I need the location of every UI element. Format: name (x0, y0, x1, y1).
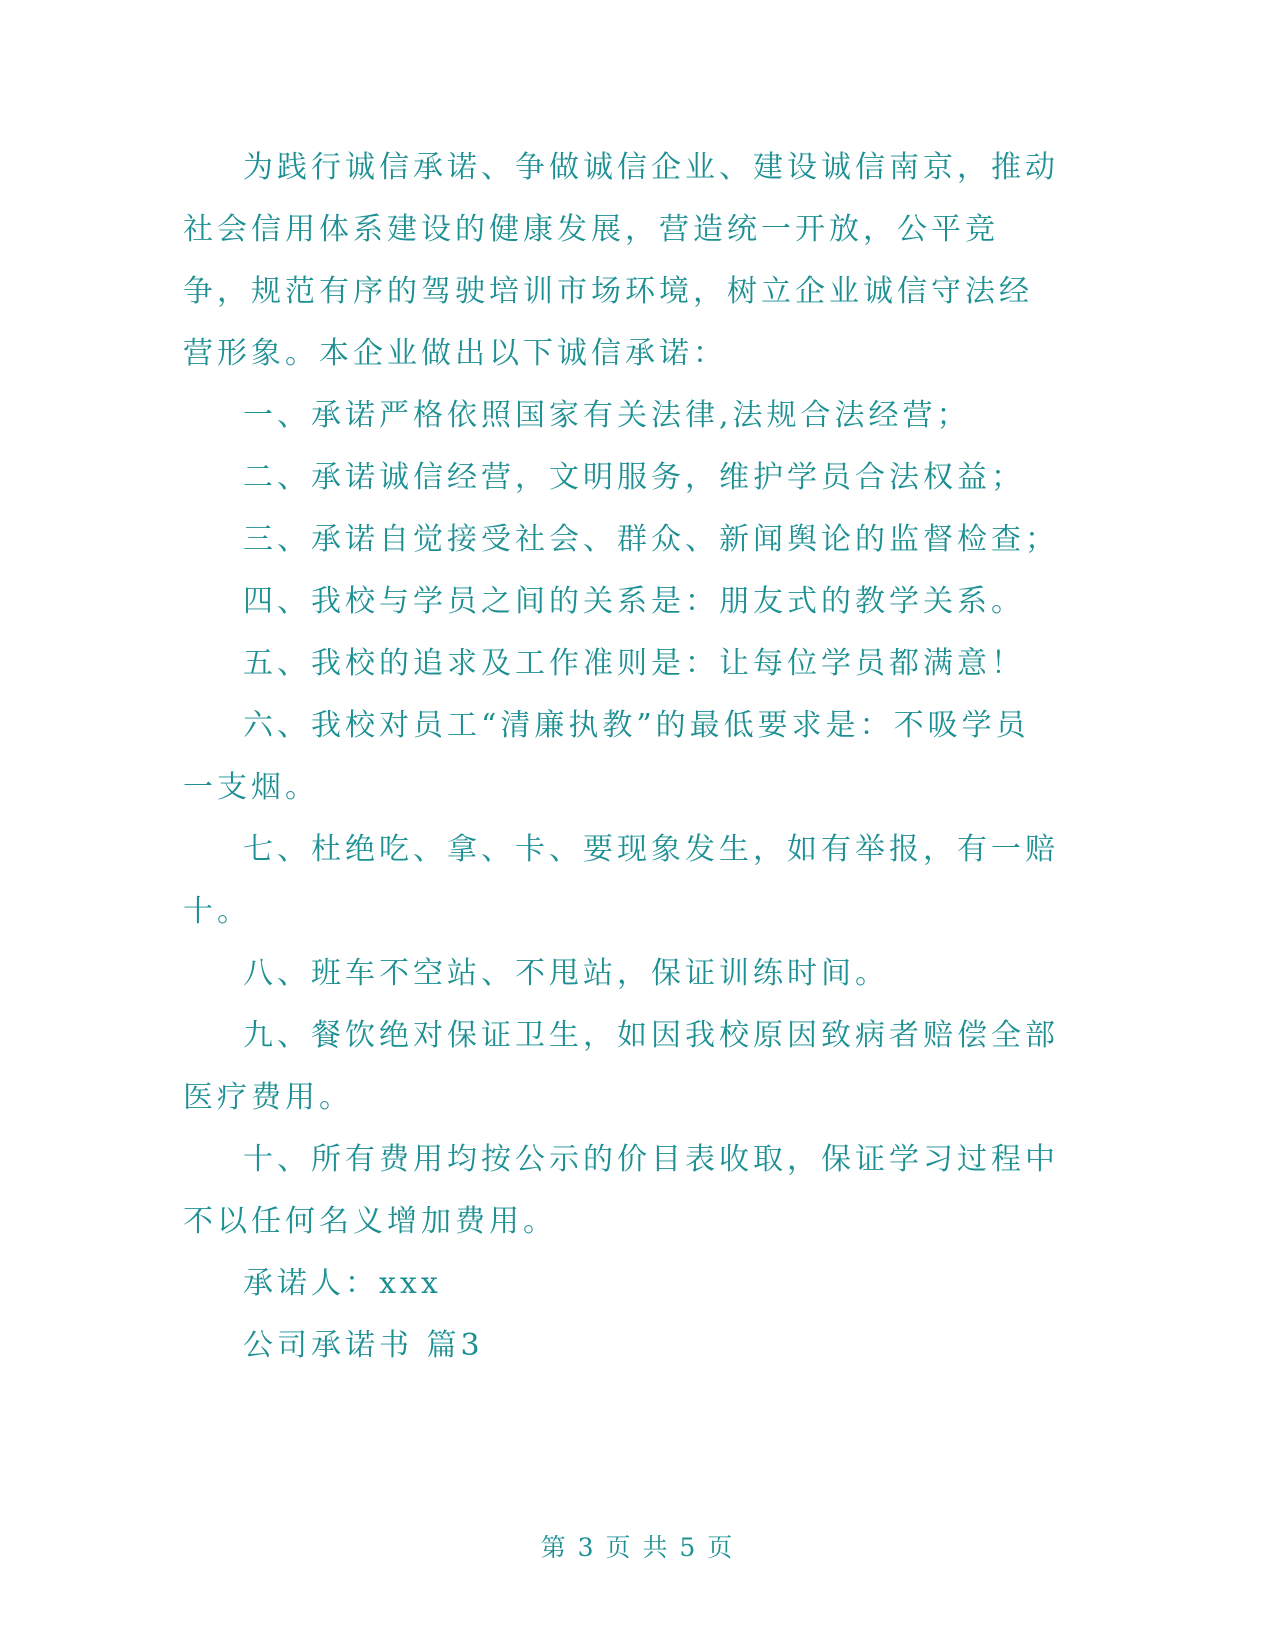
page-number-footer: 第 3 页 共 5 页 (540, 1533, 735, 1562)
paragraph-item-7: 七、杜绝吃、拿、卡、要现象发生，如有举报，有一赔十。 (183, 832, 1059, 929)
paragraph-intro: 为践行诚信承诺、争做诚信企业、建设诚信南京，推动社会信用体系建设的健康发展，营造统一开放，公平竞争，规范有序的驾驶培训市场环境，树立企业诚信守法经营形象。本企业做出以下诚信承诺： (183, 150, 1059, 371)
paragraph-item-10: 十、所有费用均按公示的价目表收取，保证学习过程中不以任何名义增加费用。 (183, 1142, 1059, 1239)
paragraph-item-2: 二、承诺诚信经营，文明服务，维护学员合法权益； (243, 460, 1025, 495)
paragraph-item-5: 五、我校的追求及工作准则是：让每位学员都满意！ (243, 646, 1025, 681)
paragraph-item-9: 九、餐饮绝对保证卫生，如因我校原因致病者赔偿全部医疗费用。 (183, 1018, 1059, 1115)
paragraph-item-4: 四、我校与学员之间的关系是：朋友式的教学关系。 (243, 584, 1025, 619)
paragraph-item-8: 八、班车不空站、不甩站，保证训练时间。 (243, 956, 889, 991)
section-heading: 公司承诺书 篇3 (243, 1328, 484, 1363)
document-body (183, 137, 1063, 1377)
paragraph-item-3: 三、承诺自觉接受社会、群众、新闻舆论的监督检查； (243, 522, 1059, 557)
signatory-line: 承诺人：xxx (243, 1266, 442, 1301)
paragraph-item-1: 一、承诺严格依照国家有关法律,法规合法经营； (243, 398, 971, 433)
paragraph-item-6: 六、我校对员工“清廉执教”的最低要求是：不吸学员一支烟。 (183, 708, 1030, 805)
